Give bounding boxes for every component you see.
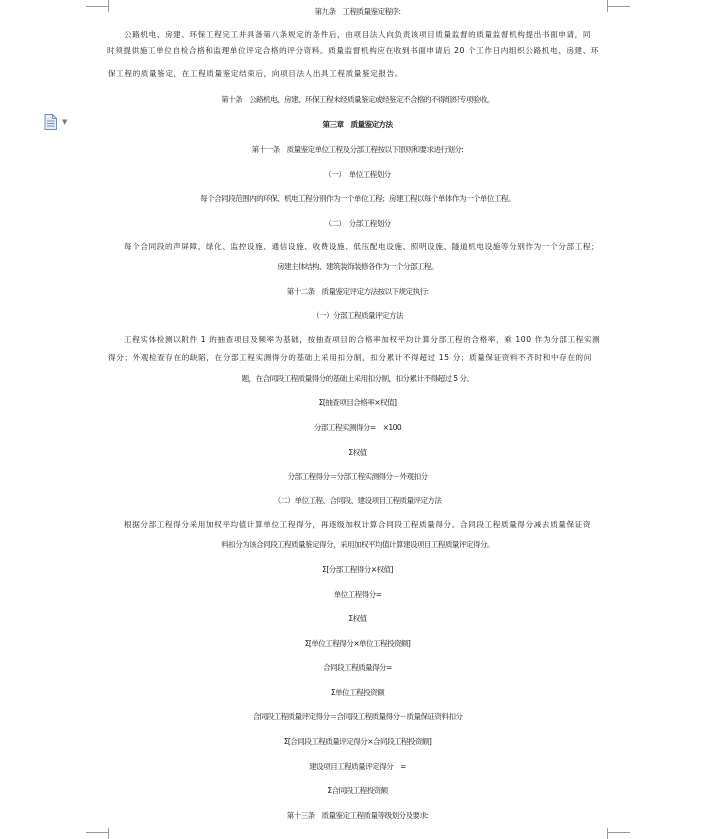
- paragraph-line: 时须提供施工单位自检合格和监理单位评定合格的评分资料。质量监督机构应在收到书面申请后 20 个工作日内组织公路机电、房建、环: [107, 46, 600, 55]
- article-12-text: 第十二条 质量鉴定评定方法按以下规定执行:: [286, 287, 429, 296]
- formula-line: 合同段工程质量评定得分＝合同段工程质量得分－质量保证资料扣分: [252, 712, 463, 721]
- paragraph-line: 每个合同段的声屏障、绿化、监控设施、通信设施、收费设施、低压配电设施、照明设施、隧道机电设施等分别作为一个分部工程；: [124, 242, 600, 251]
- formula-denominator: Σ合同段工程投资额: [327, 786, 388, 795]
- formula-numerator: Σ[分部工程得分×权值]: [322, 565, 393, 574]
- formula-lhs: 单位工程得分=: [333, 590, 382, 599]
- formula-numerator: Σ[单位工程得分×单位工程投资额]: [304, 639, 411, 648]
- formula-numerator: Σ[合同段工程质量评定得分×合同段工程投资额]: [283, 737, 432, 746]
- formula-denominator: Σ权值: [348, 614, 367, 623]
- article-10-text: 第十条 公路机电、房建、环保工程未经质量鉴定或经鉴定不合格的不得组织专项验收。: [221, 95, 494, 104]
- paragraph-line: 根据分部工程得分采用加权平均值计算单位工程得分，再逐级加权计算合同段工程质量得分。合同段工程质量得分减去质量保证资: [124, 520, 592, 529]
- paragraph-line: 每个合同段范围内的环保、机电工程分别作为一个单位工程；房建工程以每个单体作为一个单位工程。: [200, 194, 515, 203]
- chevron-down-icon: ▼: [62, 117, 68, 126]
- paragraph-line: 工程实体检测以附件 1 的抽查项目及频率为基础，按抽查项目的合格率加权平均计算分部工程的合格率，乘 100 作为分部工程实测: [124, 335, 601, 344]
- paragraph-line: 题，在合同段工程质量得分的基础上采用扣分制，扣分累计不得超过 5 分。: [241, 374, 474, 383]
- article-11-text: 第十一条 质量鉴定单位工程及分部工程按以下原则和要求进行划分:: [251, 145, 464, 154]
- section-heading: （二） 分部工程划分: [324, 219, 391, 228]
- section-heading: （一）分部工程质量评定方法: [312, 311, 403, 320]
- formula-numerator: Σ[抽查项目合格率×权值]: [318, 398, 397, 407]
- section-heading: （二）单位工程、合同段、建设项目工程质量评定方法: [273, 496, 442, 505]
- formula-line: 分部工程得分＝分部工程实测得分－外观扣分: [287, 472, 428, 481]
- paragraph-line: 保工程的质量鉴定，在工程质量鉴定结束后，向项目法人出具工程质量鉴定报告。: [108, 69, 403, 78]
- article-13-heading: 第十三条 质量鉴定工程质量等级划分及要求:: [286, 811, 429, 820]
- formula-lhs: 合同段工程质量得分=: [323, 663, 392, 672]
- formula-lhs: 建设项目工程质量评定得分 =: [309, 762, 406, 771]
- paragraph-line: 料扣分为该合同段工程质量鉴定得分，采用加权平均值计算建设项目工程质量评定得分。: [221, 540, 494, 549]
- formula-lhs: 分部工程实测得分= ×100: [313, 423, 402, 432]
- formula-denominator: Σ权值: [348, 448, 367, 457]
- article-9-heading: 第九条 工程质量鉴定程序:: [314, 7, 401, 16]
- chapter-3-heading: 第三章 质量鉴定方法: [322, 120, 393, 129]
- section-heading: （一） 单位工程划分: [324, 170, 391, 179]
- paragraph-line: 得分；外观检查存在的缺陷，在分部工程实测得分的基础上采用扣分制，扣分累计不得超过 15 分；质量保证资料不齐时和中存在的问: [108, 353, 592, 362]
- paragraph-line: 房建主体结构、建筑装饰装修各作为一个分部工程。: [277, 262, 438, 271]
- paragraph-line: 公路机电、房建、环保工程完工并具备第八条规定的条件后，由项目法人向负责该项目质量监督的质量监督机构提出书面申请，同: [124, 30, 592, 39]
- formula-denominator: Σ单位工程投资额: [330, 688, 385, 697]
